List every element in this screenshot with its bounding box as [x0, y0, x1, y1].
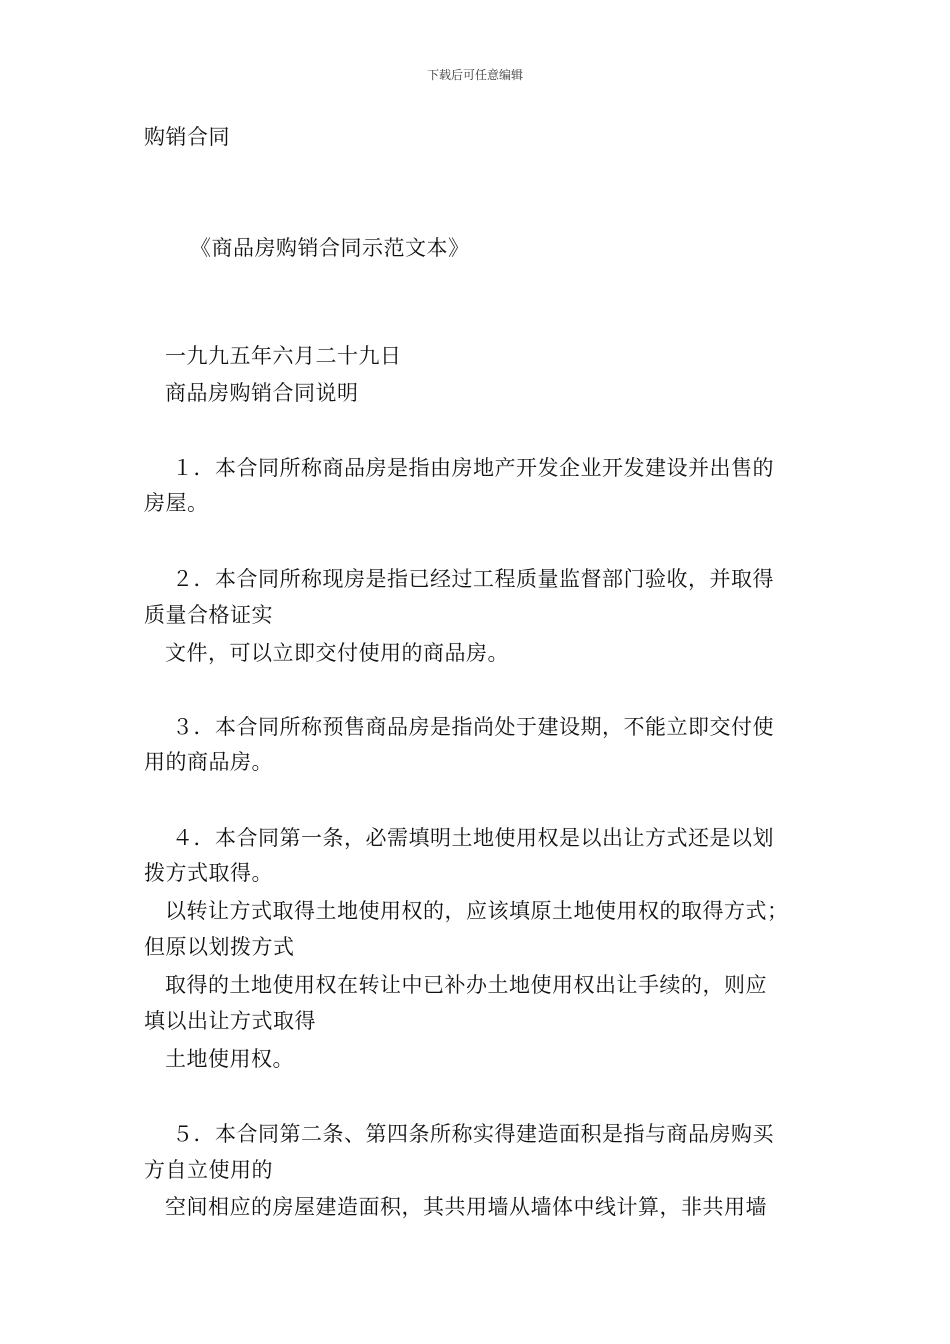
- item-2-line-1: ２．本合同所称现房是指已经过工程质量监督部门验收，并取得: [172, 567, 774, 591]
- item-1-line-1: １．本合同所称商品房是指由房地产开发企业开发建设并出售的: [172, 456, 774, 480]
- item-4-line-1: ４．本合同第一条，必需填明土地使用权是以出让方式还是以划: [172, 826, 774, 850]
- item-4-line-4: 但原以划拨方式: [144, 935, 295, 959]
- document-date: 一九九五年六月二十九日: [165, 344, 402, 368]
- item-5-line-1: ５．本合同第二条、第四条所称实得建造面积是指与商品房购买: [172, 1122, 774, 1146]
- item-5-line-3: 空间相应的房屋建造面积，其共用墙从墙体中线计算，非共用墙: [165, 1195, 767, 1219]
- document-title: 购销合同: [144, 125, 230, 149]
- item-3-line-2: 用的商品房。: [144, 750, 273, 774]
- item-4-line-7: 土地使用权。: [165, 1047, 294, 1071]
- section-title: 商品房购销合同说明: [165, 381, 359, 405]
- item-2-line-2: 质量合格证实: [144, 603, 273, 627]
- item-2-line-3: 文件，可以立即交付使用的商品房。: [165, 641, 509, 665]
- item-3-line-1: ３．本合同所称预售商品房是指尚处于建设期，不能立即交付使: [172, 715, 774, 739]
- document-name: 《商品房购销合同示范文本》: [190, 236, 470, 260]
- item-4-line-5: 取得的土地使用权在转让中已补办土地使用权出让手续的，则应: [165, 973, 767, 997]
- header-note: 下载后可任意编辑: [426, 68, 523, 82]
- item-4-line-3: 以转让方式取得土地使用权的，应该填原土地使用权的取得方式；: [165, 899, 789, 923]
- item-1-line-2: 房屋。: [144, 491, 209, 515]
- item-5-line-2: 方自立使用的: [144, 1158, 273, 1182]
- item-4-line-6: 填以出让方式取得: [144, 1009, 316, 1033]
- item-4-line-2: 拨方式取得。: [144, 861, 273, 885]
